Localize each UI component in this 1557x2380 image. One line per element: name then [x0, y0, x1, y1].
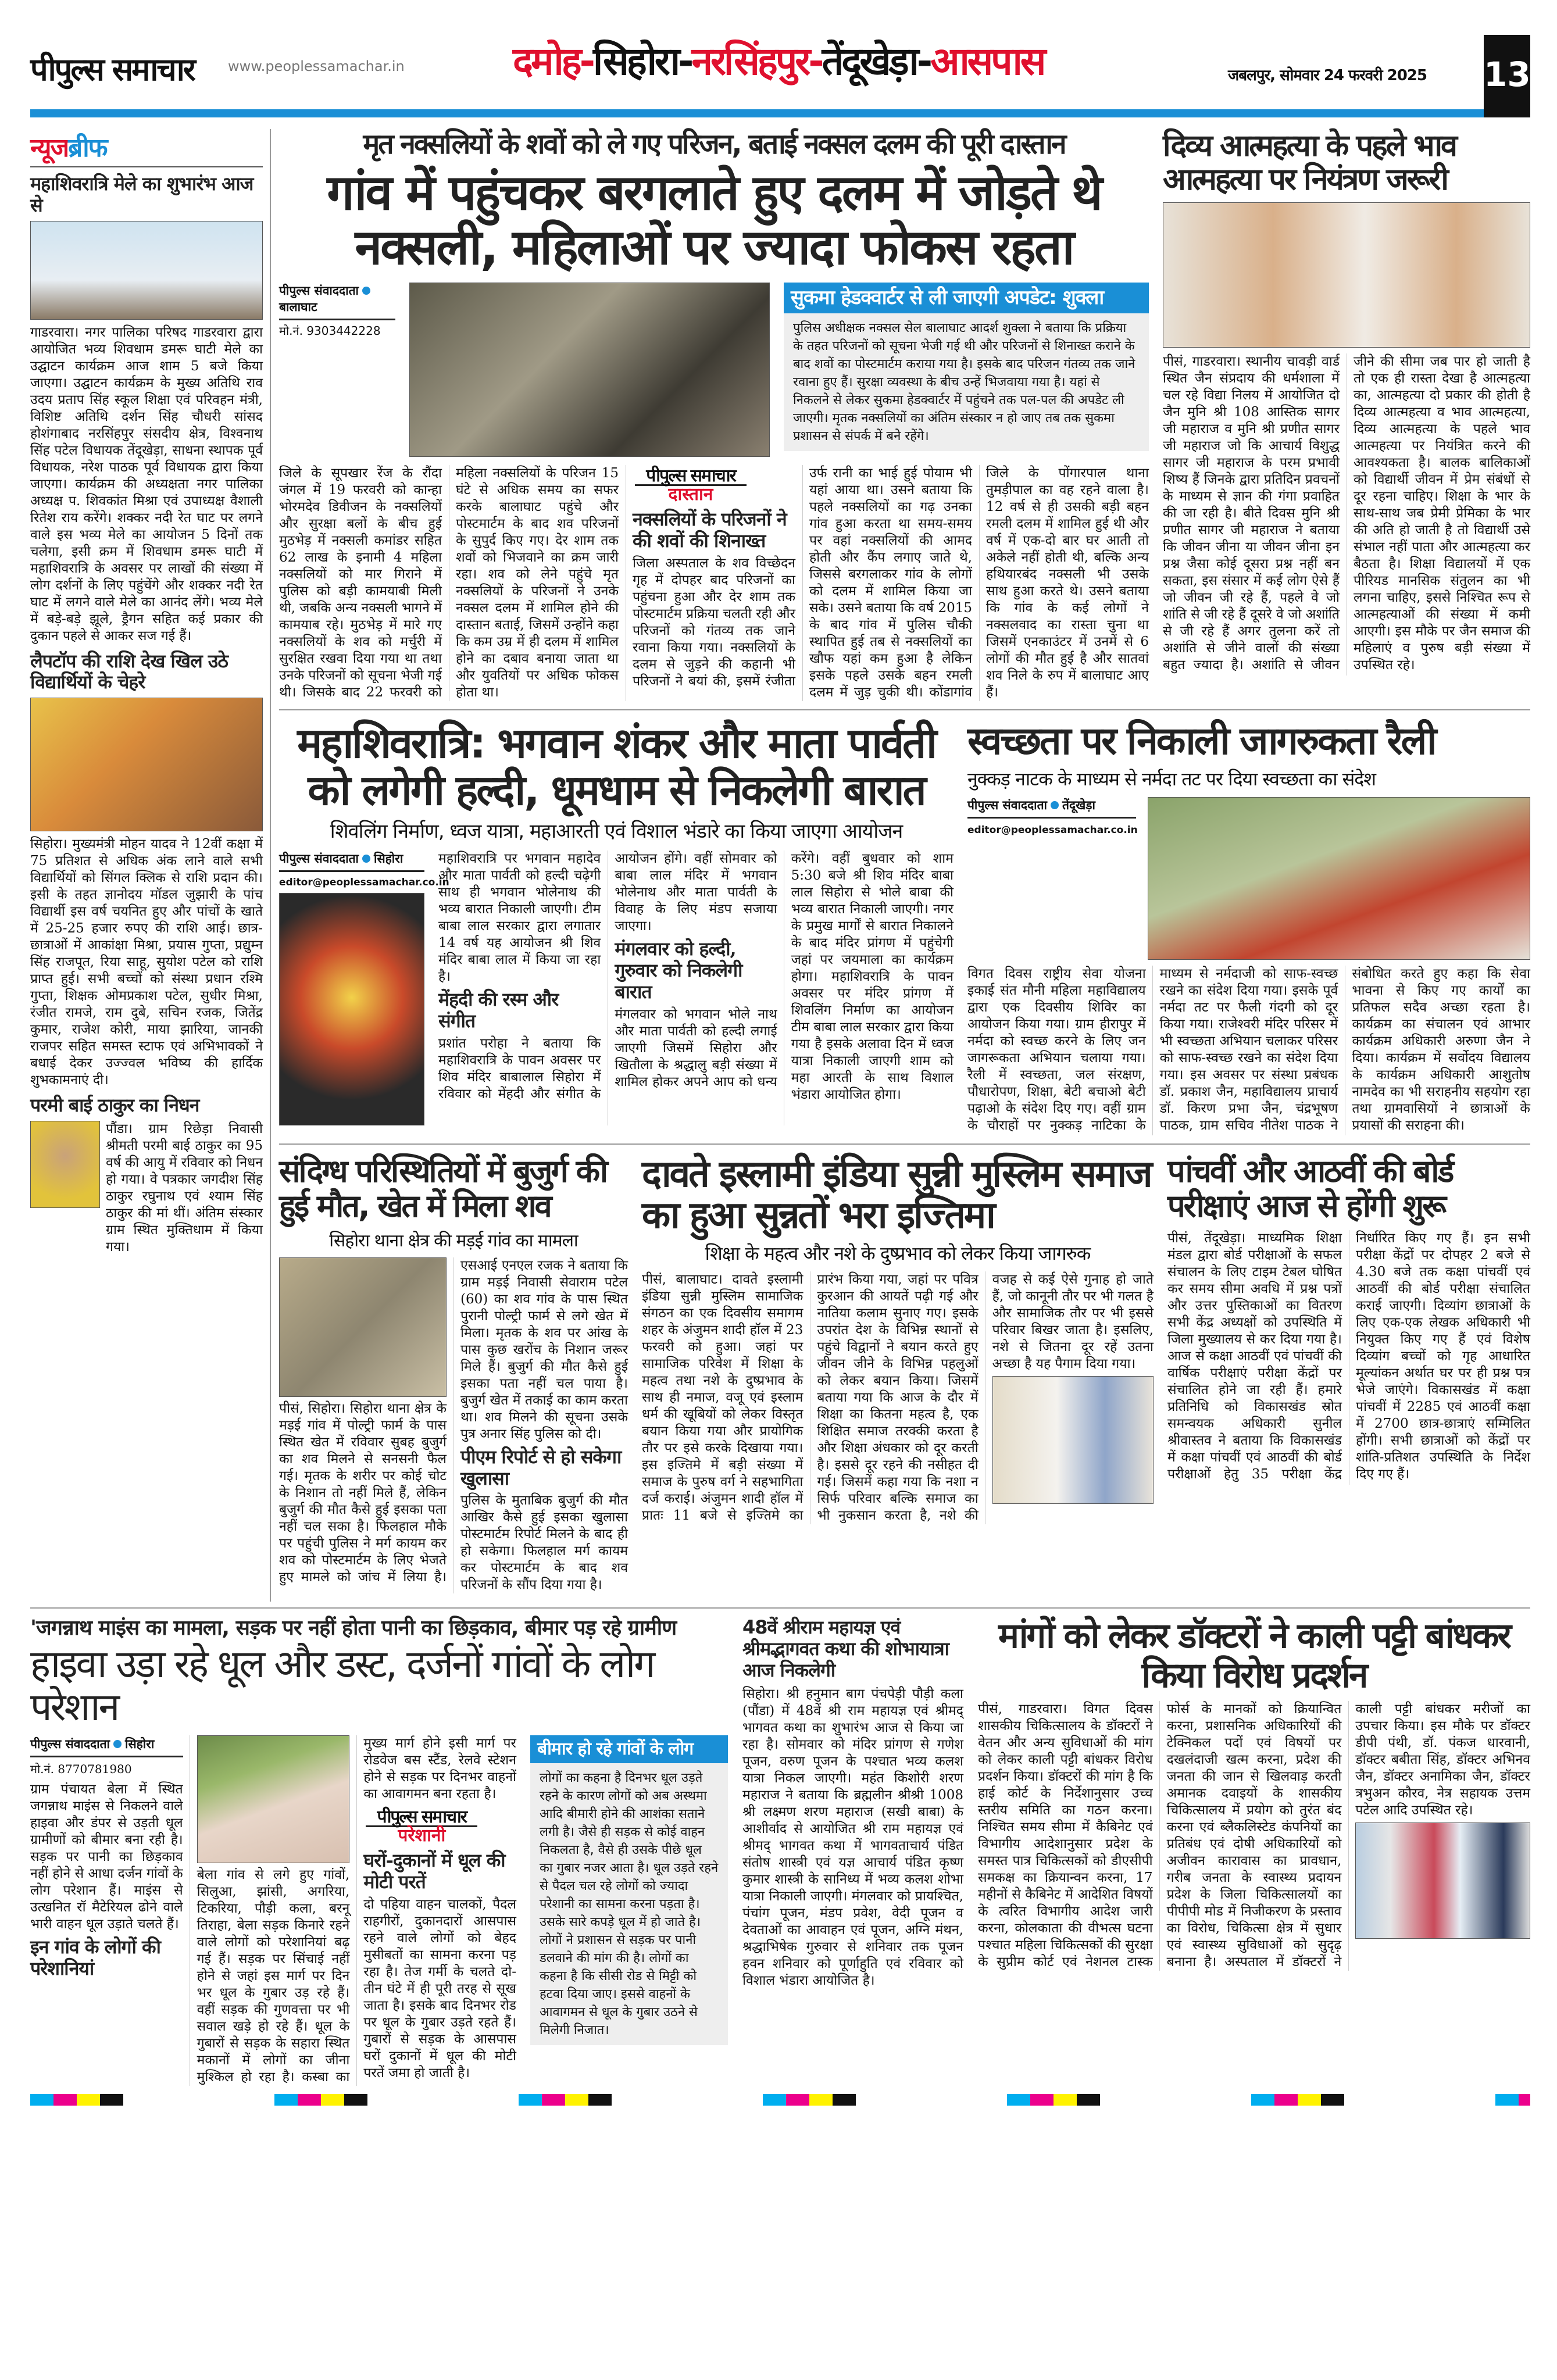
s2-body-2: मंगलवार को भगवान भोले नाथ और माता पार्वती को हल्दी लगाई जाएगी जिसमें सिहोरा और खितौला के श्रद्धालु बड़ी संख्या में शामिल होकर अपने आप को धन्य करेंगे। वहीं बुधवार को शाम 5:30 बजे श्री शिव मंदिर बाबा लाल सिहोरा से भोले बाबा की भव्य बारात निकाली जाएगी। नगर के प्रमुख मार्गों से बारात निकालने के बाद मंदिर प्रांगण में पहुंचेगी जहां पर जयमाला का कार्यक्रम होगा। महाशिवरात्रि के पावन अवसर पर मंदिर प्रांगण में शिवलिंग निर्माण का आयोजन टीम बाबा लाल सरकार द्वारा किया गया है इसके अलावा दिन में ध्वज यात्रा निकाली जाएगी शाम को महा आरती के साथ विशाल भंडारा आयोजित होगा। [615, 851, 954, 1103]
inset-logo: पीपुल्स समाचार [366, 1809, 477, 1827]
byline-name: पीपुल्स संवाददाता [967, 798, 1047, 812]
photo-fair [30, 221, 263, 320]
section-title [513, 34, 1044, 86]
s2-body-1b: प्रशांत परोहा ने बताया कि महाशिवरात्रि के पावन अवसर पर शिव मंदिर बाबालाल सिहोरा में रविवार को मेंहदी और संगीत के आयोजन होंगे। वहीं सोमवार को बाबा लाल मंदिर में भगवान भोलेनाथ और माता पार्वती के विवाह के लिए मंडप सजाया जाएगा। [438, 851, 777, 1102]
s2-headline: महाशिवरात्रि: भगवान शंकर और माता पार्वती को लगेगी हल्दी, धूमधाम से निकलेगी बारात [297, 718, 935, 814]
s3-body: पीसं, सिहोरा। सिहोरा थाना क्षेत्र के मड़ई गांव में पोल्ट्री फार्म के पास स्थित खेत में रविवार सुबह बुजुर्ग का शव मिलने से सनसनी फैल गई। मृतक के शरीर पर कोई चोट के निशान तो नहीं मिले हैं, लेकिन बुजुर्ग की मौत कैसे हुई इसका पता नहीं चल सका है। फिलहाल मौके पर पहुंची पुलिस ने मर्ग कायम कर शव को पोस्टमार्टम के लिए भेजते हुए मामले को जांच में लिया है। एसआई एनएल रजक ने बताया कि ग्राम मड़ई निवासी सेवाराम पटेल (60) का शव गांव के पास स्थित पुरानी पोल्ट्री फार्म से लगे खेत में मिला। मृतक के शव पर आंख के पास कुछ खरोंच के निशान जरूर मिले हैं। बुजुर्ग की मौत कैसे हुई इसका पता नहीं चल पाया है। बुजुर्ग खेत में तकाई का काम करता था। शव मिलने की सूचना उसके पुत्र अनार सिंह पुलिस को दी। [279, 1257, 628, 1585]
brief-title: महाशिवरात्रि मेले का शुभारंभ आज से [30, 173, 253, 216]
s1-box-body: पुलिस अधीक्षक नक्सल सेल बालाघाट आदर्श शुक्ला ने बताया कि प्रक्रिया के तहत परिजनों को सूचना भेजी गई थी और परिजनों से शिनाख्त कराने के बाद शवों का पोस्टमार्टम कराया गया है। इसके बाद परिजन गंतव्य तक जाने रवाना हुए हैं। सुरक्षा व्यवस्था के बीच उन्हें भिजवाया गया है। यहां से निकलने से लेकर सुकमा हेडक्वार्टर में पहुंचने तक पल-पल की अपडेट ली जाएगी। मृतक नक्सलियों का अंतिम संस्कार न हो जाए तब तक सुकमा प्रशासन से संपर्क में बने रहेंगे। [784, 313, 1149, 451]
story-mahayagya [742, 1617, 963, 2086]
s1-headline: गांव में पहुंचकर बरगलाते हुए दलम में जोड़ते थे नक्सली, महिलाओं पर ज्यादा फोकस रहता [327, 163, 1101, 276]
photo-students [30, 698, 263, 831]
s7-body: सिहोरा। श्री हनुमान बाग पंचपेड़ी पौड़ी कला (पौंडा) में 48वें श्री राम महायज्ञ एवं श्रीमद् भागवत कथा का शुभारंभ आज से किया जा रहा है। सोमवार को मंदिर प्रांगण से गणेश पूजन, वरुण पूजन के पश्चात भव्य कलश यात्रा निकल जाएगी। महंत किशोरी शरण महाराज ने बताया कि ब्रह्मलीन श्रीश्री 1008 श्री लक्ष्मण शरण महाराज (सखी बाबा) के आशीर्वाद से आयोजित श्री राम महायज्ञ एवं श्रीमद् भागवत कथा में भागवताचार्य पंडित संतोष शास्त्री एवं यज्ञ आचार्य पंडित कृष्ण कुमार शास्त्री के सानिध्य में भव्य कलश शोभा यात्रा निकाली जाएगी। मंगलवार को प्रायश्चित, पंचांग पूजन, मंडप प्रवेश, वेदी पूजन व देवताओं का आवाहन एवं पूजन, अग्नि मंथन, श्रद्धाभिषेक गुरुवार से शनिवार तक पूजन हवन शनिवार को पूर्णाहुति एवं रविवार को विशाल भंडारा आयोजित है। [742, 1686, 963, 1988]
s6-body-2: दो पहिया वाहन चालकों, पैदल राहगीरों, दुकानदारों आसपास रहने वाले लोगों को बेहद मुसीबतों का सामना करना पड़ रहा है। तेज गर्मी के चलते दो-तीन घंटे में ही पूरी तरह से सूख जाता है। इसके बाद दिनभर रोड पर धूल के गुबार उड़ते रहते हैं। गुबारों से सड़क के आसपास घरों दुकानों में धूल की मोटी परतें जमा हो जाती है। [363, 1897, 516, 2081]
s6-headline: हाइवा उड़ा रहे धूल और डस्ट, दर्जनों गांवों के लोग परेशान [30, 1641, 654, 1729]
section-damoh: दमोह- [513, 39, 594, 84]
brief-title: परमी बाई ठाकुर का निधन [30, 1094, 199, 1117]
brief-body: गाडरवारा। नगर पालिका परिषद गाडरवारा द्वारा आयोजित भव्य शिवधाम डमरू घाटी मेले का उद्घाटन कार्यक्रम आज शाम 5 बजे किया जाएगा। उद्घाटन कार्यक्रम के मुख्य अतिथि राव उदय प्रताप सिंह स्कूल शिक्षा एवं परिवहन मंत्री, विशिष्ट अतिथि दर्शन सिंह चौधरी सांसद होशंगाबाद नरसिंहपुर संसदीय क्षेत्र, विश्वनाथ सिंह पटेल विधायक तेंदूखेड़ा, साधना स्थापक पूर्व विधायक, नरेश पाठक पूर्व विधायक द्वारा किया जाएगा। कार्यक्रम की अध्यक्षता नगर पालिका अध्यक्ष प. शिवकांत मिश्रा एवं उपाध्यक्ष वैशाली रितेश राय करेंगे। शक्कर नदी रेत घाट पर लगने वाले इस भव्य मेले का आयोजन 5 दिनों तक चलेगा, इसी क्रम में शिवधाम डमरू घाटी में महाशिवरात्रि के अवसर पर लाखों की संख्या में लोग दर्शनों के लिए पहुंचेंगे और शक्कर नदी रेत घाट में लगने वाले मेले का आनंद लेंगे। भव्य मेले में बड़े-बड़े झूले, ड्रैगन सहित कई प्रकार की दुकान पहले से आकर सज गई हैं। [30, 324, 263, 644]
s6-subhead-1: इन गांव के लोगों की परेशानियां [30, 1936, 160, 1980]
s1-body-2: जिला अस्पताल के शव विच्छेदन गृह में दोपहर बाद परिजनों का पहुंचना हुआ और देर शाम तक पोस्टमार्टम प्रक्रिया चलती रही और परिजनों को गंतव्य तक जाने रवाना किया गया। नक्सलियों के दलम से जुड़ने की कहानी भी परिजनों ने बयां की, इसमें रंजीता उर्फ रानी का भाई हुई पोयाम भी यहां आया था। उसने बताया कि पहले नक्सलियों का गढ़ उनका गांव हुआ करता था समय-समय पर वहां नक्सलियों की आमद होती और कैंप लगाए जाते थे, जिससे बरगलाकर गांव के लोगों को दलम में शामिल किया जा सके। उसने बताया कि वर्ष 2015 के बाद गांव में पुलिस चौकी स्थापित हुई तब से नक्सलियों का खौफ यहां कम हुआ है लेकिन इसके पहले उसके बहन रमली दलम में जुड़ चुकी थी। कोंडागांव जिले के पोंगारपाल थाना तुमड़ीपाल का वह रहने वाला है। 12 वर्ष से ही उसकी बड़ी बहन रमली दलम में शामिल हुई थी और वर्ष में एक-दो बार घर आती तो अकेले नहीं होती थी, बल्कि अन्य हथियारबंद नक्सली भी उसके साथ हुआ करते थे। उसने बताया कि गांव के कई लोगों ने नक्सलवाद का रास्ता चुना था जिसमें एनकाउंटर में उनमें से 6 लोगों की मौत हुई है और सातवां शव निले के रुप में बालाघाट आए हैं। [633, 465, 1149, 700]
s4-body: पीसं, बालाघाट। दावते इस्लामी इंडिया सुन्नी मुस्लिम सामाजिक संगठन का एक दिवसीय समागम शहर के अंजुमन शादी हॉल में 23 फरवरी को हुआ। जहां पर सामाजिक परिवेश में शिक्षा के महत्व तथा नशे के दुष्प्रभाव के साथ ही नमाज, वजू एवं इस्लाम धर्म की खूबियों को लेकर विस्तृत बयान किया गया और प्रायोगिक तौर पर इसे करके दिखाया गया। इस इज्तिमे में बड़ी संख्या में समाज के पुरुष वर्ग ने सहभागिता दर्ज कराई। अंजुमन शादी हॉल में प्रातः 11 बजे से इज्तिमे का प्रारंभ किया गया, जहां पर पवित्र कुरआन की आयतें पढ़ी गई और नातिया कलाम सुनाए गए। इसके उपरांत देश के विभिन्न स्थानों से पहुंचे विद्वानों ने बयान करते हुए जीवन जीने के विभिन्न पहलुओं को लेकर बयान किया। जिसमें बताया गया कि आज के दौर में शिक्षा का कितना महत्व है, एक शिक्षित समाज तरक्की करता है और शिक्षा अंधकार को दूर करती है। इससे दूर रहने की नसीहत दी गई। जिसमें कहा गया कि नशा न सिर्फ परिवार बल्कि समाज का भी नुकसान करता है, नशे की वजह से कई ऐसे गुनाह हो जाते हैं, जो कानूनी तौर पर भी गलत है और सामाजिक तौर पर भी इससे परिवार बिखर जाता है। इसलिए, नशे से जितना दूर रहें उतना अच्छा है यह पैगाम दिया गया। [642, 1272, 1154, 1524]
s7-headline: 48वें श्रीराम महायज्ञ एवं श्रीमद्भागवत कथा की शोभायात्रा आज निकलेगी [742, 1616, 949, 1681]
s6-box-body: लोगों का कहना है दिनभर धूल उड़ते रहने के कारण लोगों को अब अस्थमा आदि बीमारी होने की आशंका सताने लगी है। जैसे ही सड़क से कोई वाहन निकलता है, वैसे ही उसके पीछे धूल का गुबार नजर आता है। धूल उड़ते रहने से पैदल चल रहे लोगों को ज्यादा परेशानी का सामना करना पड़ता है। उसके सारे कपड़े धूल में हो जाते है। लोगों ने प्रशासन से सड़क पर पानी डलवाने की मांग की है। लोगों का कहना है कि सीसी रोड से मिट्टी को हटवा दिया जाए। इससे वाहनों के आवागमन से धूल के गुबार उठने से मिलेगी निजात। [530, 1763, 728, 2045]
row-3 [279, 1154, 1530, 1602]
s6-body: ग्राम पंचायत बेला में स्थित जगन्नाथ माइंस से निकलने वाले हाइवा और डंपर से उड़ती धूल ग्रामीणों को बीमार बना रही है। सड़क पर पानी का छिड़काव नहीं होने से आधा दर्जन गांवों के लोग परेशान हैं। माइंस से उत्खनित रॉ मैटेरियल ढोने वाले भारी वाहन धूल उड़ाते चलते हैं। [30, 1782, 183, 1932]
inset-label: परेशानी [398, 1825, 446, 1846]
story-ijtima [642, 1154, 1154, 1594]
s5-body: पीसं, तेंदूखेड़ा। माध्यमिक शिक्षा मंडल द्वारा बोर्ड परीक्षाओं के सफल संचालन के लिए टाइम टेबल घोषित कर समय सीमा अवधि में प्रश्न पत्रों और उत्तर पुस्तिकाओं का वितरण सभी केंद्र अध्यक्षों को उपस्थिति में जिला मुख्यालय से कर दिया गया है। आज से कक्षा आठवीं एवं पांचवीं की वार्षिक परीक्षाएं परीक्षा केंद्रों पर संचालित होने जा रही हैं। हमारे प्रतिनिधि को विकासखंड स्रोत समन्वयक अधिकारी सुनील श्रीवास्तव ने बताया कि विकासखंड में कक्षा पांचवीं एवं आठवीं की बोर्ड परीक्षाओं हेतु 35 परीक्षा केंद्र निर्धारित किए गए हैं। इन सभी परीक्षा केंद्रों पर दोपहर 2 बजे से 4.30 बजे तक कक्षा पांचवीं एवं आठवीं की बोर्ड परीक्षा संचालित कराई जाएगी। दिव्यांग छात्राओं के लिए एक-एक लेखक अधिकारी भी नियुक्त किए गए हैं एवं विशेष दिव्यांग बच्चों को गृह आधारित मूल्यांकन अर्थात घर पर ही प्रश्न पत्र भेजे जाएंगे। विकासखंड में कक्षा पांचवीं में 2285 एवं आठवीं कक्षा में 2700 छात्र-छात्राएं सम्मिलित होंगी। सभी छात्राओं को केंद्रों पर शांति-प्रतिशत उपस्थिति के निर्देश दिए गए हैं। [1167, 1230, 1530, 1482]
story-doctors [978, 1617, 1530, 2086]
brief-body: पौंडा। ग्राम रिछेड़ा निवासी श्रीमती परमी बाई ठाकुर का 95 वर्ष की आयु में रविवार को निधन हो गया। वे पत्रकार जगदीश सिंह ठाकुर रघुनाथ एवं श्याम सिंह ठाकुर की मां थीं। अंतिम संस्कार ग्राम स्थित मुक्तिधाम में किया गया। [106, 1121, 263, 1255]
s1-body: जिले के सूपखार रेंज के रौंदा जंगल में 19 फरवरी को कान्हा भोरमदेव डिवीजन के नक्सलियों और सुरक्षा बलों के बीच हुई मुठभेड़ में नक्सली कमांडर सहित 62 लाख के इनामी 4 महिला नक्सलियों को मार गिराने में पुलिस को बड़ी कामयाबी मिली थी, जबकि अन्य नक्सली भागने में कामयाब रहे। मुठभेड़ में मारे गए नक्सलियों के शव को मर्चुरी में सुरक्षित रखवा दिया गया था तथा उनके परिजनों को सूचना भेजी गई थी। जिसके बाद 22 फरवरी को महिला नक्सलियों के परिजन 15 घंटे से अधिक समय का सफर करके बालाघाट पहुंचे और पोस्टमार्टम के बाद शव परिजनों के सुपुर्द किए गए। देर शाम तक शवों को भिजवाने का क्रम जारी रहा। शव को लेने पहुंचे मृत नक्सलियों के परिजनों ने उनके नक्सल दलम में शामिल होने की दास्तान बताई, जिसमें उन्होंने कहा कि कम उम्र में ही दलम में शामिल होने का दबाव बनाया जाता था और युवतियों पर अधिक फोकस होता था। [279, 465, 619, 700]
section-tendukheda: तेंदूखेड़ा- [822, 39, 931, 84]
s1-box-title: सुकमा हेडक्वार्टर से ली जाएगी अपडेट: शुक्ला [784, 283, 1149, 313]
story-swachhta [967, 720, 1530, 1135]
s8-headline: मांगों को लेकर डॉक्टरों ने काली पट्टी बांधकर किया विरोध प्रदर्शन [998, 1616, 1510, 1696]
s2-subhead-2: मंगलवार को हल्दी, गुरुवार को निकलेगी बारात [615, 938, 742, 1003]
photo-naxal-families [409, 283, 770, 457]
r2-headline: स्वच्छता पर निकाली जागरुकता रैली [967, 718, 1435, 763]
s3-subhead: पीएम रिपोर्ट से हो सकेगा खुलासा [460, 1445, 622, 1489]
brief-body: सिहोरा। मुख्यमंत्री मोहन यादव ने 12वीं कक्षा में 75 प्रतिशत से अधिक अंक लाने वाले सभी विद्यार्थियों को सिंगल क्लिक से राशि प्रदान की। इसी के तहत ज्ञानोदय मॉडल जुझारी के पांच विद्यार्थी इस वर्ष चयनित हुए और पांचों के खाते में 25-25 हजार रुपए की राशि आई। छात्र-छात्राओं में आकांक्षा मिश्रा, प्रयास गुप्ता, प्रद्युम्न सिंह राजपूत, रिया साहू, सुयोश पटेल को राशि प्राप्त हुई। सभी बच्चों को संस्था प्रधान रश्मि गुप्ता, शिक्षक ओमप्रकाश पटेल, सुधीर मिश्रा, रंजीत रामजे, राम दुबे, सचिन रजक, जितेंद्र कुमार, राजेश कोरी, माया झारिया, जानकी राजपर सहित समस्त स्टाफ एवं अभिभावकों ने बधाई देकर उज्ज्वल भविष्य की हार्दिक शुभकामनाएं दी। [30, 837, 263, 1088]
section-narsinghpur: नरसिंहपुर- [691, 39, 822, 84]
s2-body-1: महाशिवरात्रि पर भगवान महादेव और माता पार्वती को हल्दी चढ़ेगी साथ ही भगवान भोलेनाथ की भव्य बारात निकाली जाएगी। टीम बाबा लाल सरकार द्वारा लगातार 14 वर्ष यह आयोजन श्री शिव मंदिर बाबा लाल में किया जा रहा है। [438, 851, 601, 985]
byline-name: पीपुल्स संवाददाता [30, 1736, 110, 1752]
photo-jain-munis [1163, 202, 1530, 348]
inset-logo: पीपुल्स समाचार [635, 467, 747, 486]
photo-body-field [279, 1257, 447, 1397]
s2-subhead-1: मेंहदी की रस्म और संगीत [438, 988, 559, 1032]
s2-byline [279, 850, 424, 872]
s1-deck: मृत नक्सलियों के शवों को ले गए परिजन, बताई नक्सल दलम की पूरी दास्तान [363, 128, 1065, 160]
row-1 [279, 129, 1530, 710]
s3-body-2: पुलिस के मुताबिक बुजुर्ग की मौत आखिर कैसे हुई इसका खुलासा पोस्टमार्टम रिपोर्ट मिलने के बाद ही हो सकेगा। फिलहाल मर्ग कायम कर पोस्टमार्टम के बाद शव परिजनों के सौंप दिया गया है। [460, 1493, 628, 1593]
upper-section [30, 129, 1530, 1602]
email: editor@peoplessamachar.co.in [967, 824, 1138, 836]
byline-name: पीपुल्स संवाददाता [279, 852, 359, 866]
date: जबलपुर, सोमवार 24 फरवरी 2025 [1228, 67, 1427, 84]
s3-subtitle: सिहोरा थाना क्षेत्र की मड़ई गांव का मामला [329, 1230, 578, 1251]
brief-label-b: ब्रीफ [68, 133, 107, 163]
story-dust [30, 1617, 728, 2086]
photo-dust-road [197, 1735, 350, 1863]
website: www.peoplessamachar.in [228, 58, 405, 74]
s8-body: पीसं, गाडरवारा। विगत दिवस शासकीय चिकित्सालय के डॉक्टरों ने वेतन और अन्य सुविधाओं की मांग को लेकर काली पट्टी बांधकर विरोध प्रदर्शन किया। डॉक्टरों की मांग है कि हाई कोर्ट के निर्देशानुसार उच्च स्तरीय समिति का गठन करना। निश्चित समय सीमा में कैबिनेट एवं विभागीय आदेशानुसार प्रदेश के समस्त पात्र चिकित्सकों को डीएसीपी समकक्ष का क्रियान्वन करना, 17 महीनों से कैबिनेट में आदेशित विषयों के त्वरित विभागीय आदेश जारी करना, कोलकाता की वीभत्स घटना पश्चात महिला चिकित्सकों की सुरक्षा के सुप्रीम कोर्ट एवं नेशनल टास्क फोर्स के मानकों को क्रियान्वित करना, प्रशासनिक अधिकारियों की टेक्निकल पदों एवं विषयों पर दखलंदाजी खत्म करना, प्रदेश की जनता की जान से खिलवाड़ करती अमानक दवाइयों के शासकीय चिकित्सालय में प्रयोग को तुरंत बंद करना एवं ब्लैकलिस्टेड कंपनियों का प्रतिबंध एवं दोषी अधिकारियों को अजीवन कारावास का प्रावधान, गरीब जनता के स्वास्थ्य प्रदायन प्रदेश के जिला चिकित्सालयों का पीपीपी मोड में निजीकरण के प्रस्ताव का विरोध, चिकित्सा क्षेत्र में सुधार एवं स्वास्थ्य सुविधाओं को सुदृढ़ बनाना है। अस्पताल में डॉक्टरों ने काली पट्टी बांधकर मरीजों का उपचार किया। इस मौके पर डॉक्टर डीपी पंथी, डॉ. पंकज धारवानी, डॉक्टर बबीता सिंह, डॉक्टर अभिनव जैन, डॉक्टर अनामिका जैन, डॉक्टर त्रभुअन कौरव, नेत्र सहायक उत्तम पटेल आदि उपस्थित रहे। [978, 1701, 1530, 1970]
byline-place: सिहोरा [125, 1736, 155, 1752]
r2-subtitle: नुक्कड़ नाटक के माध्यम से नर्मदा तट पर दिया स्वच्छता का संदेश [967, 767, 1376, 790]
s6-box-title: बीमार हो रहे गांवों के लोग [530, 1735, 728, 1763]
section-sihora: सिहोरा- [593, 39, 692, 84]
inset-label: दास्तान [668, 484, 713, 505]
r1-body: पीसं, गाडरवारा। स्थानीय चावड़ी वार्ड स्थित जैन संप्रदाय की धर्मशाला में चल रहे विद्या निलय में आयोजित दो जैन मुनि श्री 108 आस्तिक सागर जी महाराज व मुनि श्री प्रणीत सागर जी महाराज जो कि आचार्य विशुद्ध सागर जी महाराज के परम प्रभावी शिष्य हैं जिनके द्वारा प्रतिदिन प्रवचनों के माध्यम से ज्ञान की गंगा प्रवाहित की जा रही है। बीते दिवस मुनि श्री प्रणीत सागर जी महाराज ने बताया कि जीवन जीना या जीवन जीना इन प्रश्न जैसा कोई दूसरा प्रश्न नहीं बन सकता, इस संसार में कई लोग ऐसे हैं जो जीवन जी रहे हैं, पहले वे जो शांति से जी रहे हैं दूसरे वे जो अशांति से जी रहे हैं अगर तुलना करें तो अशांति से जीने वालों की संख्या बहुत ज्यादा है। अशांति से जीवन जीने की सीमा जब पार हो जाती है तो एक ही रास्ता देखा है आत्महत्या का, आत्महत्या दो प्रकार की होती है दिव्य आत्महत्या व भाव आत्महत्या, दिव्य आत्महत्या के पहले भाव आत्महत्या पर नियंत्रित करने की आवश्यकता है। बालक बालिकाओं को विद्यार्थी जीवन में प्रेम संबंधों से दूर रहना चाहिए। शिक्षा के भार के साथ-साथ जब प्रेमी प्रेमिका के भार की अति हो जाती है तो विद्यार्थी उसे संभाल नहीं पाता और आत्महत्या कर बैठता है। शिक्षा विद्यालयों में एक पीरियड मानसिक संतुलन का भी लगना चाहिए, इससे निश्चित रूप से आत्महत्याओं की संख्या में कमी आएगी। इस मौके पर जैन समाज की महिलाएं व पुरुष बड़ी संख्या में उपस्थित रहे। [1163, 354, 1530, 673]
s1-subhead: नक्सलियों के परिजनों ने की शवों की शिनाख्त [633, 508, 787, 552]
header-bar [30, 109, 1484, 117]
s5-headline: पांचवीं और आठवीं की बोर्ड परीक्षाएं आज से होंगी शुरू [1167, 1152, 1453, 1225]
story-board-exams [1167, 1154, 1530, 1594]
s2-subtitle: शिवलिंग निर्माण, ध्वज यात्रा, महाआरती एवं विशाल भंडारे का किया जाएगा आयोजन [330, 820, 903, 844]
story-jain [1163, 129, 1530, 701]
row-4 [30, 1617, 1530, 2086]
brief-label [30, 129, 263, 167]
s4-headline: दावते इस्लामी इंडिया सुन्नी मुस्लिम समाज का हुआ सुन्नतों भरा इज्तिमा [642, 1152, 1151, 1238]
story-naxal [279, 129, 1149, 701]
s4-subtitle: शिक्षा के महत्व और नशे के दुष्प्रभाव को लेकर किया जागरुक [705, 1242, 1091, 1265]
r2-body: विगत दिवस राष्ट्रीय सेवा योजना इकाई संत मौनी महिला महाविद्यालय द्वारा एक दिवसीय शिविर का आयोजन किया गया। ग्राम हीरापुर में नर्मदा को स्वच्छ करने के लिए जन जागरूकता अभियान चलाया गया। रैली में स्वच्छता, जल संरक्षण, पौधारोपण, शिक्षा, बेटी बचाओ बेटी पढ़ाओ के संदेश दिए गए। वहीं ग्राम के चौराहों पर नुक्कड़ नाटिका के माध्यम से नर्मदाजी को साफ-स्वच्छ रखने का संदेश दिया गया। इसके पूर्व नर्मदा तट पर फैली गंदगी को दूर किया गया। राजेश्वरी मंदिर परिसर में भी स्वच्छता अभियान चलाकर परिसर को साफ-स्वच्छ रखने का संदेश दिया गया। इस अवसर पर संस्था प्रबंधक डॉ. प्रकाश जैन, महाविद्यालय प्राचार्य डॉ. किरण प्रभा जैन, चंद्रभूषण पाठक, ग्राम सचिव नीतेश पाठक ने संबोधित करते हुए कहा कि सेवा भावना से किए गए कार्यों का प्रतिफल सदैव अच्छा रहता है। कार्यक्रम का संचालन एवं आभार कार्यक्रम अधिकारी अरुणा जैन ने दिया। कार्यक्रम में सर्वोदय विद्यालय के कार्यक्रम अधिकारी आशुतोष नामदेव का भी सराहनीय सहयोग रहा तथा ग्रामवासियों ने छात्राओं के प्रयासों की सराहना की। [967, 966, 1530, 1133]
email: editor@peoplessamachar.co.in [279, 877, 449, 889]
section-divider [30, 1607, 1530, 1609]
brief-label-a: न्यूज [30, 133, 69, 163]
r2-byline [967, 797, 1136, 819]
photo-ijtima [992, 1376, 1154, 1504]
news-brief [30, 129, 271, 1602]
logo: पीपुल्स समाचार [30, 51, 194, 88]
brief-title: लैपटॉप की राशि देख खिल उठे विद्यार्थियों के चेहरे [30, 649, 228, 694]
phone: मो.नं. 9303442228 [279, 323, 381, 338]
byline-place: बालाघाट [279, 299, 317, 314]
s6-byline [30, 1735, 183, 1757]
main-stories [279, 129, 1530, 1602]
masthead [30, 0, 1530, 129]
page-number: 13 [1484, 35, 1530, 117]
photo-doctors [1355, 1822, 1530, 1939]
s6-subhead-2: घरों-दुकानों में धूल की मोटी परतें [363, 1849, 505, 1893]
s1-byline [279, 283, 395, 457]
byline-place: तेंदूखेड़ा [1062, 798, 1095, 812]
photo-rally [1148, 797, 1530, 960]
story-shivratri [279, 720, 954, 1135]
photo-shivling [279, 893, 424, 1125]
byline-name: पीपुल्स संवाददाता [279, 283, 359, 298]
section-aaspas: आसपास [930, 39, 1044, 84]
story-elderly-death [279, 1154, 628, 1594]
s6-body-1b: बेला गांव से लगे हुए गांवों, सिलुआ, झांसी, अगरिया, टिकरिया, पौड़ी कला, बरनू तिराहा, बेला सड़क किनारे रहने वाले लोगों को परेशानियां बढ़ गई हैं। सड़क पर सिंचाई नहीं होने से जहां इस मार्ग पर दिन भर धूल के गुबार उड़ रहे हैं। वहीं सड़क की गुणवत्ता पर भी सवाल खड़े हो रहे हैं। धूल के गुबारों से सड़क के सहारा स्थित मकानों में लोगों का जीना मुश्किल हो रहा है। कस्बा का मुख्य मार्ग होने इसी मार्ग पर रोडवेज बस स्टैंड, रेलवे स्टेशन होने से सड़क पर दिनभर वाहनों का आवागमन बना रहता है। [197, 1736, 516, 2085]
s3-headline: संदिग्ध परिस्थितियों में बुजुर्ग की हुई मौत, खेत में मिला शव [279, 1152, 607, 1225]
s6-deck: 'जगन्नाथ माइंस का मामला, सड़क पर नहीं होता पानी का छिड़काव, बीमार पड़ रहे ग्रामीण [30, 1616, 677, 1641]
color-registration-bar [30, 2094, 1530, 2106]
phone: मो.नं. 8770781980 [30, 1762, 132, 1777]
byline-place: सिहोरा [374, 852, 403, 866]
photo-portrait [30, 1121, 100, 1208]
r1-headline: दिव्य आत्महत्या के पहले भाव आत्महत्या पर नियंत्रण जरूरी [1163, 128, 1456, 198]
s6-inset [363, 1806, 480, 1846]
s1-inset [633, 465, 749, 505]
row-2 [279, 720, 1530, 1145]
